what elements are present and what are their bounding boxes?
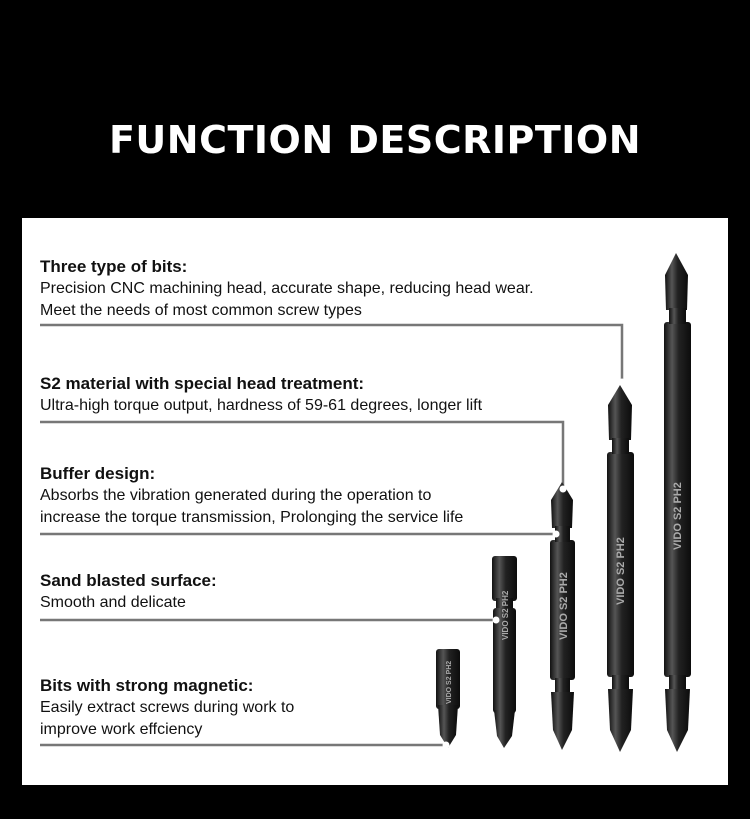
bit-engraving: VIDO S2 PH2 xyxy=(615,537,627,605)
feature-heading: S2 material with special head treatment: xyxy=(40,374,365,393)
leader-line xyxy=(40,422,563,487)
feature-heading: Buffer design: xyxy=(40,464,156,483)
feature-text: Absorbs the vibration generated during the operation to xyxy=(40,487,432,504)
bit-single-end xyxy=(492,556,517,748)
feature-heading: Three type of bits: xyxy=(40,257,188,276)
page-title: FUNCTION DESCRIPTION xyxy=(108,118,642,162)
callout-dots xyxy=(443,379,626,749)
feature-text: Ultra-high torque output, hardness of 59-61 degrees, longer lift xyxy=(40,397,483,414)
feature-text: Smooth and delicate xyxy=(40,594,186,611)
feature-text: Meet the needs of most common screw types xyxy=(40,302,362,319)
bit-engraving: VIDO S2 PH2 xyxy=(446,660,453,704)
feature-text: increase the torque transmission, Prolonging the service life xyxy=(40,509,464,526)
feature-text: Easily extract screws during work to xyxy=(40,699,295,716)
feature-text: improve work effciency xyxy=(40,721,203,738)
leader-line xyxy=(40,325,622,380)
feature-heading: Sand blasted surface: xyxy=(40,571,217,590)
leader-lines xyxy=(40,325,622,745)
bit-engraving: VIDO S2 PH2 xyxy=(501,590,510,640)
bit-engraving: VIDO S2 PH2 xyxy=(558,572,570,640)
feature-text: Precision CNC machining head, accurate shape, reducing head wear. xyxy=(40,280,534,297)
bit-engraving: VIDO S2 PH2 xyxy=(672,482,684,550)
feature-heading: Bits with strong magnetic: xyxy=(40,676,254,695)
